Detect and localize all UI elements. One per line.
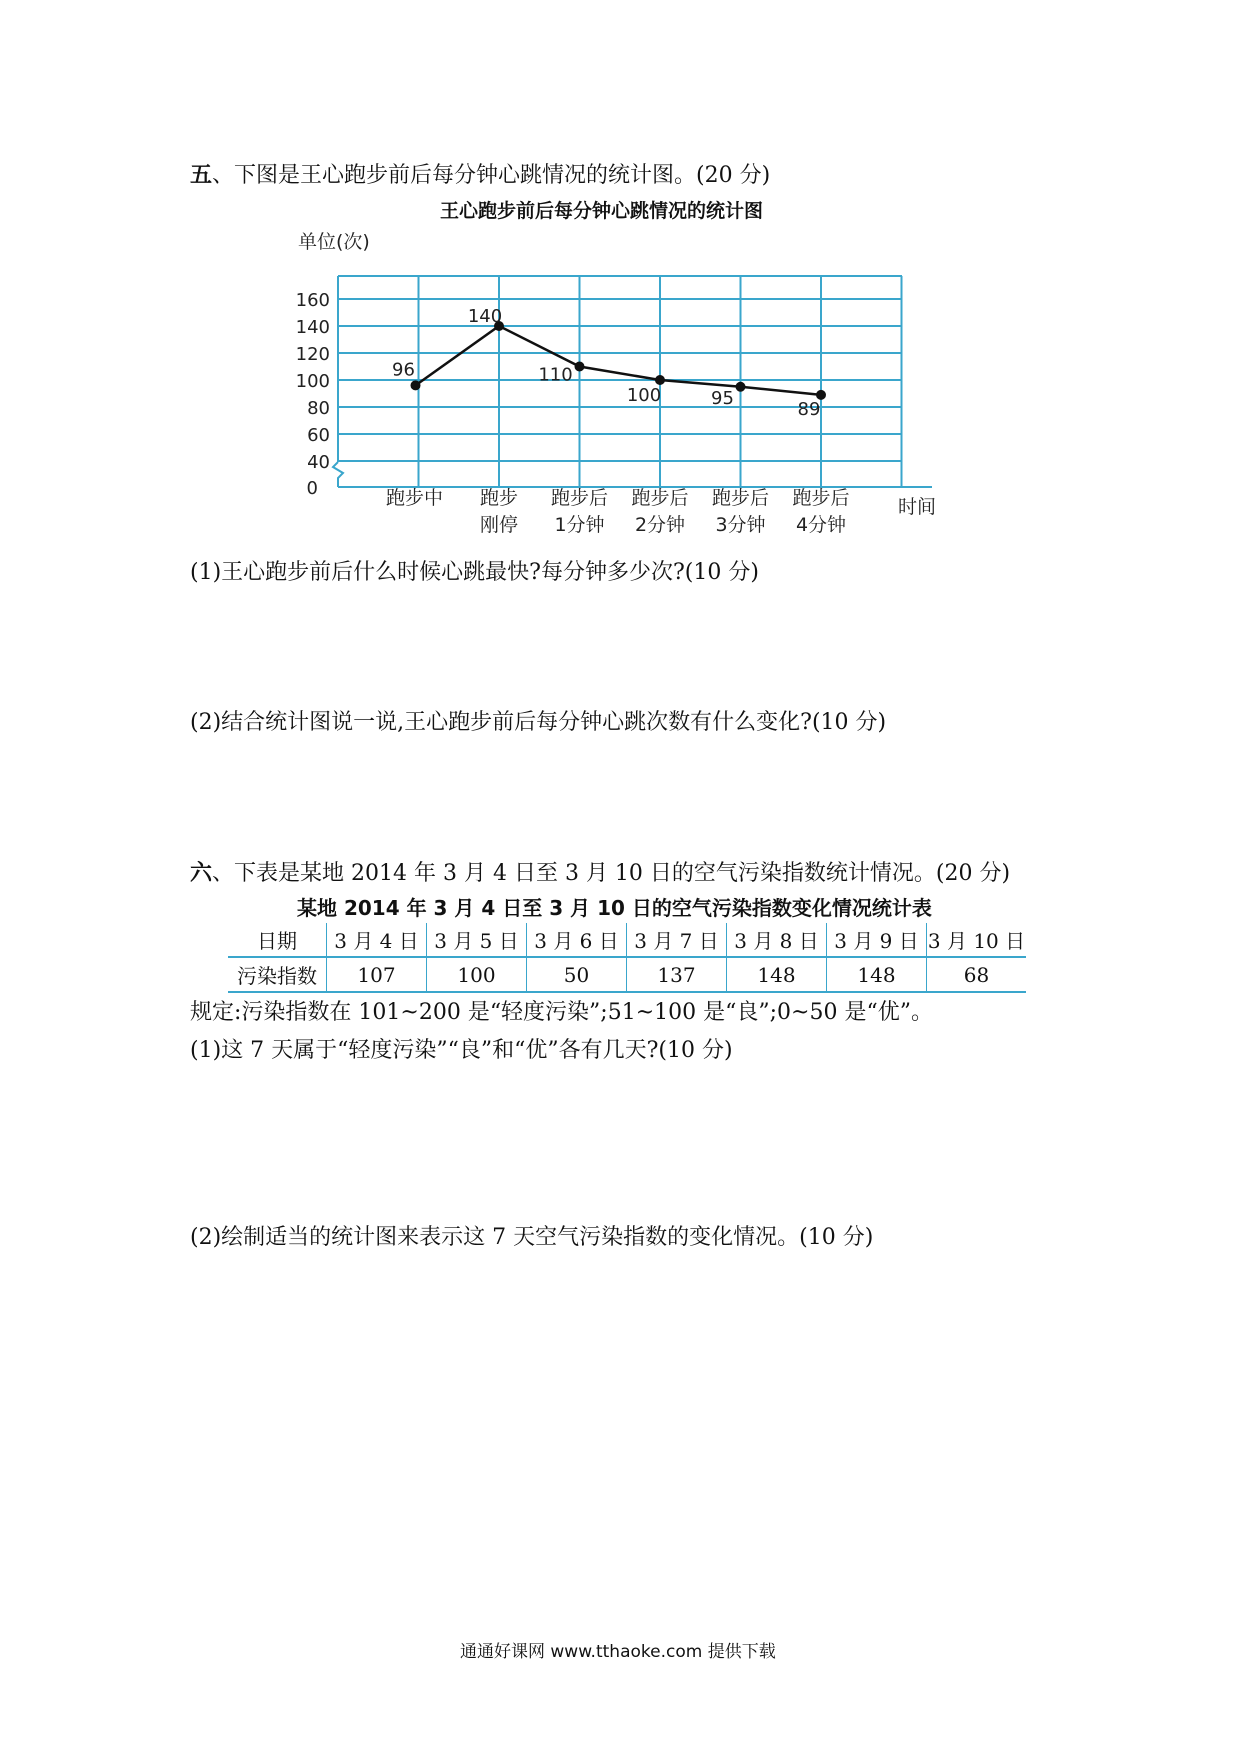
y-tick-label: 100 bbox=[295, 371, 330, 392]
data-label: 95 bbox=[711, 387, 734, 409]
footer-text: 通通好课网 www.tthaoke.com 提供下载 bbox=[460, 1642, 776, 1662]
data-point bbox=[655, 375, 665, 385]
x-tick-label: 1分钟 bbox=[554, 514, 605, 536]
y-tick-label: 60 bbox=[307, 425, 330, 446]
date-cell: 3 月 5 日 bbox=[427, 923, 527, 957]
date-cell: 3 月 8 日 bbox=[727, 923, 827, 957]
data-label: 100 bbox=[626, 385, 662, 406]
x-tick-label: 跑步后 bbox=[711, 487, 770, 509]
data-point bbox=[575, 362, 585, 372]
x-tick-label: 跑步中 bbox=[385, 487, 444, 509]
x-tick-label: 4分钟 bbox=[795, 514, 847, 536]
x-axis-label: 时间 bbox=[898, 496, 937, 518]
data-point bbox=[736, 382, 746, 392]
section6-heading bbox=[190, 856, 1010, 887]
index-cell: 68 bbox=[927, 957, 1027, 992]
row-header-date: 日期 bbox=[228, 923, 327, 957]
date-cell: 3 月 6 日 bbox=[527, 923, 627, 957]
section5-title: 、下图是王心跑步前后每分钟心跳情况的统计图。(20 分) bbox=[212, 163, 771, 188]
index-cell: 148 bbox=[827, 957, 927, 992]
y-tick-label: 80 bbox=[307, 398, 330, 419]
section6-title: 、下表是某地 2014 年 3 月 4 日至 3 月 10 日的空气污染指数统计情况。(20 分) bbox=[212, 861, 1011, 886]
table-row-dates bbox=[228, 923, 1026, 957]
pollution-rule: 规定:污染指数在 101~200 是“轻度污染”;51~100 是“良”;0~50 是“优”。 bbox=[190, 1000, 933, 1025]
axis-break-mark bbox=[333, 462, 343, 487]
pollution-table bbox=[228, 923, 1026, 993]
section5-number: 五 bbox=[190, 162, 213, 188]
y-tick-label: 140 bbox=[295, 317, 330, 338]
index-cell: 137 bbox=[627, 957, 727, 992]
x-tick-label: 跑步后 bbox=[631, 487, 689, 509]
table-title: 某地 2014 年 3 月 4 日至 3 月 10 日的空气污染指数变化情况统计表 bbox=[297, 896, 932, 920]
x-tick-label: 跑步 bbox=[479, 487, 519, 509]
date-cell: 3 月 9 日 bbox=[827, 923, 927, 957]
section6-number: 六 bbox=[190, 860, 213, 886]
date-cell: 3 月 7 日 bbox=[627, 923, 727, 957]
data-point bbox=[411, 380, 421, 390]
date-cell: 3 月 10 日 bbox=[927, 923, 1027, 957]
section5-question-2: (2)结合统计图说一说,王心跑步前后每分钟心跳次数有什么变化?(10 分) bbox=[190, 710, 887, 735]
index-cell: 107 bbox=[327, 957, 427, 992]
x-tick-label: 2分钟 bbox=[634, 514, 686, 536]
y-tick-label: 40 bbox=[307, 452, 330, 473]
heartbeat-line-chart bbox=[0, 200, 1240, 540]
index-cell: 50 bbox=[527, 957, 627, 992]
x-tick-label: 3分钟 bbox=[715, 514, 766, 536]
y-tick-label: 160 bbox=[295, 290, 330, 311]
y-tick-label: 0 bbox=[306, 478, 318, 499]
section5-heading bbox=[190, 158, 770, 189]
x-tick-label: 跑步后 bbox=[792, 487, 850, 509]
index-cell: 100 bbox=[427, 957, 527, 992]
date-cell: 3 月 4 日 bbox=[327, 923, 427, 957]
section6-question-1: (1)这 7 天属于“轻度污染”“良”和“优”各有几天?(10 分) bbox=[190, 1038, 733, 1063]
chart-title: 王心跑步前后每分钟心跳情况的统计图 bbox=[440, 200, 764, 222]
y-tick-label: 120 bbox=[295, 344, 330, 365]
x-tick-label: 跑步后 bbox=[550, 487, 609, 509]
table-row-index bbox=[228, 957, 1026, 992]
index-cell: 148 bbox=[727, 957, 827, 992]
x-tick-label: 刚停 bbox=[479, 514, 519, 536]
data-label: 110 bbox=[538, 364, 573, 386]
series-line bbox=[416, 326, 822, 395]
section5-question-1: (1)王心跑步前后什么时候心跳最快?每分钟多少次?(10 分) bbox=[190, 560, 759, 585]
data-label: 140 bbox=[467, 306, 503, 327]
row-header-index: 污染指数 bbox=[228, 957, 327, 992]
data-label: 96 bbox=[392, 359, 415, 381]
section6-question-2: (2)绘制适当的统计图来表示这 7 天空气污染指数的变化情况。(10 分) bbox=[190, 1225, 874, 1250]
data-label: 89 bbox=[797, 398, 821, 420]
y-axis-label: 单位(次) bbox=[298, 231, 370, 253]
